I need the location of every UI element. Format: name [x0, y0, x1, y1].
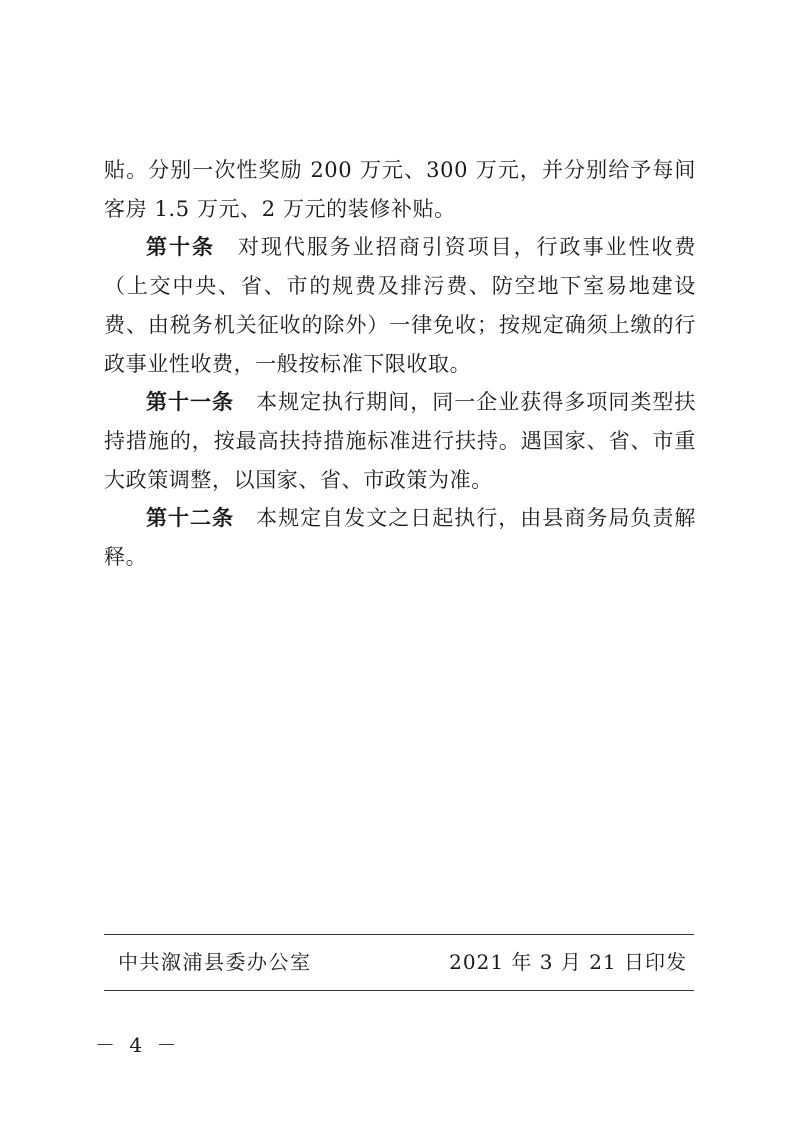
- article-12-number: 第十二条: [146, 505, 235, 531]
- footer-top-rule: [104, 934, 694, 935]
- document-body: [104, 151, 696, 577]
- issue-date: 2021 年 3 月 21 日印发: [449, 950, 687, 974]
- article-10: [104, 228, 696, 383]
- article-10-text: 对现代服务业招商引资项目，行政事业性收费（上交中央、省、市的规费及排污费、防空地下室易地建设费、由税务机关征收的除外）一律免收；按规定确须上缴的行政事业性收费，一般按标准下限收取。: [104, 235, 696, 376]
- footer-bottom-rule: [104, 990, 694, 991]
- article-12: [104, 499, 696, 576]
- article-12-text: 本规定自发文之日起执行，由县商务局负责解释。: [104, 506, 697, 570]
- issuer-name: 中共溆浦县委办公室: [118, 950, 312, 974]
- article-10-number: 第十条: [146, 234, 215, 260]
- article-11-number: 第十一条: [146, 389, 235, 415]
- article-11-text: 本规定执行期间，同一企业获得多项同类型扶持措施的，按最高扶持措施标准进行扶持。遇国家、省、市重大政策调整，以国家、省、市政策为准。: [104, 390, 697, 492]
- article-11: [104, 383, 696, 499]
- continuation-paragraph: 贴。分别一次性奖励 200 万元、300 万元，并分别给予每间客房 1.5 万元、2 万元的装修补贴。: [104, 158, 696, 221]
- page-number: － 4 －: [95, 1033, 181, 1057]
